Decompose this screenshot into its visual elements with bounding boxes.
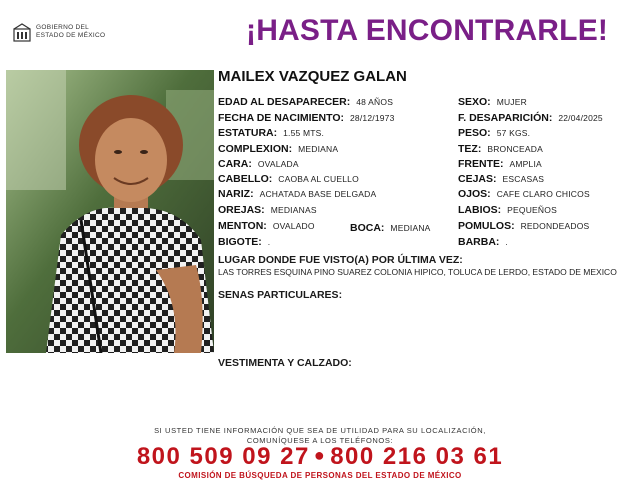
person-portrait-image [6,70,214,353]
field-value: . [505,237,508,247]
field-label: OJOS: [458,188,491,200]
field-label: CEJAS: [458,173,497,185]
last-seen-label: LUGAR DONDE FUE VISTO(A) POR ÚLTIMA VEZ: [218,254,463,266]
logo-line-1: GOBIERNO DEL [36,24,90,31]
field-sexo [458,96,527,109]
field-menton [218,220,315,233]
field-tez [458,143,543,156]
field-labios [458,204,557,217]
field-label: ESTATURA: [218,127,278,139]
field-value: CAOBA AL CUELLO [278,174,359,184]
commission-name: COMISIÓN DE BÚSQUEDA DE PERSONAS DEL ESTADO DE MÉXICO [178,471,462,480]
field-frente [458,158,542,171]
banner-title: ¡HASTA ENCONTRARLE! [246,14,609,47]
field-value: MEDIANA [298,144,339,154]
info-line-2: COMUNÍQUESE A LOS TELÉFONOS: [246,436,394,445]
field-label: COMPLEXION: [218,143,293,155]
logo-line-2: ESTADO DE MÉXICO [36,32,106,39]
info-line-1: SI USTED TIENE INFORMACIÓN QUE SEA DE UTILIDAD PARA SU LOCALIZACIÓN, [154,426,486,435]
field-label: MENTON: [218,220,267,232]
field-value: BRONCEADA [487,144,543,154]
field-barba [458,236,508,249]
field-label: F. DESAPARICIÓN: [458,112,553,124]
field-value: . [267,237,271,247]
field-label: TEZ: [458,143,482,155]
phone-1[interactable]: 800 509 09 27 [136,443,310,470]
field-value: ESCASAS [502,174,545,184]
phone-numbers [0,443,640,471]
field-label: SEXO: [458,96,491,108]
field-value: REDONDEADOS [520,221,590,231]
field-label: FRENTE: [458,158,504,170]
field-value: PEQUEÑOS [507,205,557,215]
field-label: OREJAS: [218,204,265,216]
field-desaparicion [458,112,603,125]
field-complexion [218,143,338,156]
field-ojos [458,188,590,201]
field-nacimiento [218,112,395,125]
field-value: 1.55 MTS. [283,128,325,138]
field-label: NARIZ: [218,188,254,200]
field-estatura [218,127,324,140]
field-edad [218,96,393,109]
field-value: AMPLIA [509,159,542,169]
field-peso [458,127,530,140]
field-label: CABELLO: [218,173,273,185]
government-logo [12,22,122,46]
distinguishing-marks-label: SENAS PARTICULARES: [218,289,343,301]
field-label: BOCA: [350,222,385,234]
field-value: 48 AÑOS [356,97,394,107]
field-value: 22/04/2025 [558,113,603,123]
field-label: PESO: [458,127,491,139]
field-label: BARBA: [458,236,500,248]
field-label: FECHA DE NACIMIENTO: [218,112,344,124]
missing-person-photo [6,70,214,353]
field-boca [350,222,431,235]
field-value: MEDIANA [390,223,431,233]
person-name: MAILEX VAZQUEZ GALAN [218,68,407,85]
field-value: MUJER [496,97,527,107]
field-bigote [218,236,270,249]
field-pomulos [458,220,589,233]
clothing-label: VESTIMENTA Y CALZADO: [218,357,352,369]
field-cabello [218,173,359,186]
field-value: CAFE CLARO CHICOS [496,189,590,199]
field-nariz [218,188,376,201]
bullet-icon: ● [313,445,327,465]
field-label: LABIOS: [458,204,502,216]
field-label: POMULOS: [458,220,515,232]
state-seal-icon [12,23,32,43]
field-label: EDAD AL DESAPARECER: [218,96,351,108]
field-value: ACHATADA BASE DELGADA [259,189,377,199]
field-value: OVALADO [272,221,315,231]
last-seen-value: LAS TORRES ESQUINA PINO SUAREZ COLONIA HIPICO, TOLUCA DE LERDO, ESTADO DE MEXICO [218,267,617,277]
field-value: MEDIANAS [270,205,317,215]
phone-2[interactable]: 800 216 03 61 [330,443,504,470]
field-label: BIGOTE: [218,236,262,248]
field-orejas [218,204,317,217]
field-label: CARA: [218,158,252,170]
field-value: OVALADA [257,159,299,169]
field-cejas [458,173,544,186]
field-value: 28/12/1973 [350,113,395,123]
field-cara [218,158,299,171]
field-value: 57 KGS. [496,128,531,138]
